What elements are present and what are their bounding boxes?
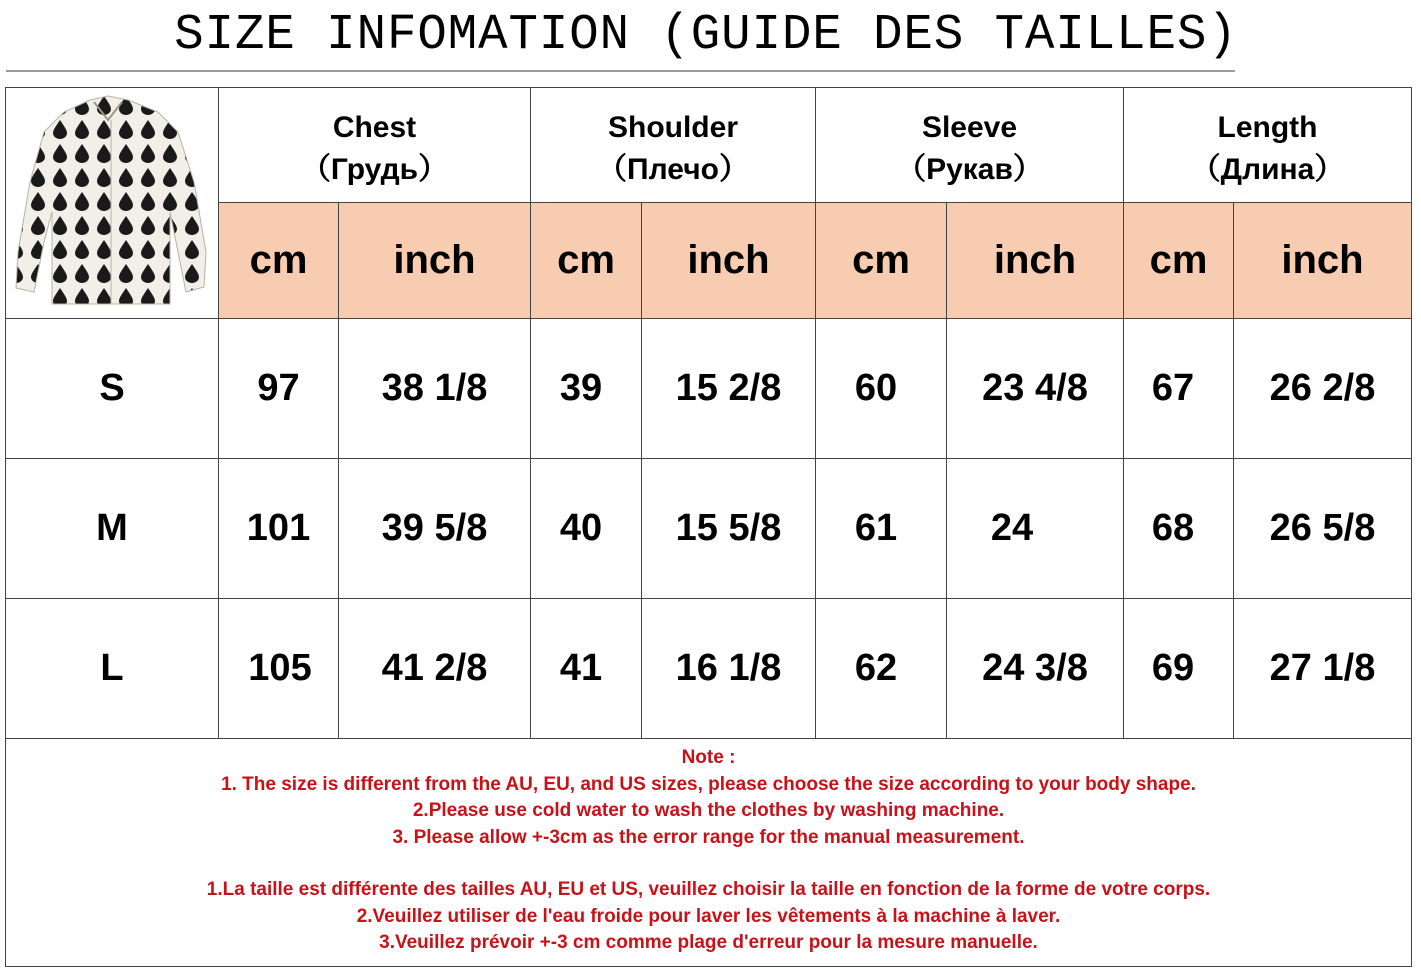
header-label: Sleeve xyxy=(921,111,1018,144)
table-cell: 68 xyxy=(1151,507,1195,549)
table-border xyxy=(1411,87,1412,967)
table-cell: 15 5/8 xyxy=(675,507,782,549)
table-cell: 16 1/8 xyxy=(675,647,782,689)
header-label-ru: （Длина） xyxy=(1190,153,1345,186)
header-shoulder xyxy=(531,96,815,202)
header-label: Length xyxy=(1217,111,1318,144)
table-border xyxy=(5,966,1412,967)
table-cell: 24 3/8 xyxy=(982,647,1088,689)
header-sleeve xyxy=(816,96,1123,202)
header-label-ru: （Грудь） xyxy=(300,153,449,186)
table-cell: 97 xyxy=(257,367,300,409)
note-line-fr: 1.La taille est différente des tailles AU, EU et US, veuillez choisir la taille en fonction de la forme de votre corps. xyxy=(206,879,1211,900)
table-cell: 69 xyxy=(1151,647,1195,689)
table-cell: 67 xyxy=(1151,367,1195,409)
table-cell: 24 xyxy=(990,507,1034,549)
unit-header: inch xyxy=(1281,238,1364,282)
unit-header: cm xyxy=(249,238,308,282)
unit-header: cm xyxy=(1149,238,1208,282)
table-cell: 61 xyxy=(854,507,898,549)
table-cell: 105 xyxy=(248,647,312,689)
table-cell: 101 xyxy=(246,507,311,549)
header-label-ru: （Плечо） xyxy=(597,153,749,186)
header-chest xyxy=(219,96,530,202)
unit-header: inch xyxy=(393,238,476,282)
size-label: S xyxy=(99,367,125,409)
table-cell: 40 xyxy=(559,507,603,549)
table-cell: 41 2/8 xyxy=(381,647,488,689)
unit-header: cm xyxy=(557,238,615,282)
notes-spacer xyxy=(6,851,1411,877)
notes-heading: Note : xyxy=(681,747,736,768)
notes-section xyxy=(6,745,1411,957)
header-length xyxy=(1124,96,1411,202)
table-border xyxy=(5,87,1412,88)
table-cell: 39 5/8 xyxy=(381,507,488,549)
table-cell: 41 xyxy=(559,647,603,689)
unit-header: inch xyxy=(993,238,1077,282)
table-cell: 38 1/8 xyxy=(381,367,488,409)
note-line-en: 2.Please use cold water to wash the clothes by washing machine. xyxy=(412,800,1005,821)
note-line-en: 3. Please allow +-3cm as the error range for the manual measurement. xyxy=(392,826,1025,848)
table-cell: 39 xyxy=(559,367,603,409)
note-line-en: 1. The size is different from the AU, EU, and US sizes, please choose the size according to your body shape. xyxy=(221,773,1196,795)
page-title: SIZE INFOMATION (GUIDE DES TAILLES) xyxy=(174,7,1238,64)
unit-header: cm xyxy=(852,238,910,282)
header-label: Chest xyxy=(332,111,417,144)
unit-header: inch xyxy=(687,238,770,282)
table-cell: 26 2/8 xyxy=(1269,367,1376,409)
table-cell: 26 5/8 xyxy=(1269,507,1376,549)
shirt-photo xyxy=(8,92,214,312)
header-label-ru: （Рукав） xyxy=(896,153,1043,186)
size-label: M xyxy=(96,507,128,549)
table-cell: 60 xyxy=(854,367,898,409)
size-label: L xyxy=(100,647,124,689)
table-cell: 62 xyxy=(854,647,898,689)
table-cell: 23 4/8 xyxy=(982,367,1088,409)
table-cell: 27 1/8 xyxy=(1269,647,1376,689)
note-line-fr: 3.Veuillez prévoir +-3 cm comme plage d'erreur pour la mesure manuelle. xyxy=(379,932,1038,953)
header-label: Shoulder xyxy=(607,111,738,144)
note-line-fr: 2.Veuillez utiliser de l'eau froide pour laver les vêtements à la machine à laver. xyxy=(356,905,1061,927)
table-cell: 15 2/8 xyxy=(675,367,782,409)
table-border xyxy=(5,738,1412,739)
